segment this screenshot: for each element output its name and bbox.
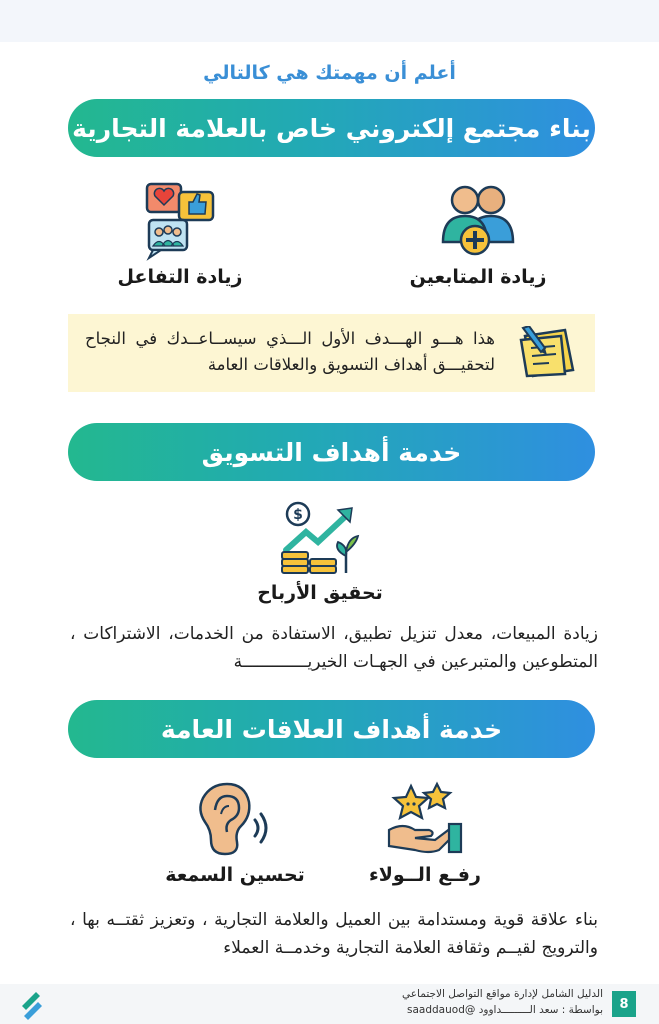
- feature-followers-label: زيادة المتابعين: [409, 266, 547, 288]
- sticky-note-pencil-icon: [519, 326, 577, 384]
- feature-profit-label: تحقيق الأرباح: [257, 582, 383, 604]
- page-number: 8: [612, 991, 636, 1017]
- hand-stars-icon: [360, 780, 490, 860]
- feature-profit: [250, 500, 390, 604]
- social-engagement-icon: [115, 180, 245, 262]
- footer-author: بواسطة : سعد الـــــــــداوود @saaddauod: [407, 1004, 603, 1016]
- note-box: [68, 314, 595, 392]
- marketing-paragraph: زيادة المبيعات، معدل تنزيل تطبيق، الاستفادة من الخدمات، الاشتراكات ، المتطوعين والمتبرعين في الجهـات الخيريـــــــــــــة: [70, 624, 598, 672]
- feature-reputation: [155, 780, 315, 886]
- section3-title: خدمة أهداف العلاقات العامة: [68, 700, 595, 758]
- profit-growth-icon: [250, 500, 390, 578]
- footer: [0, 984, 659, 1024]
- feature-loyalty: [360, 780, 490, 886]
- section1-title: بناء مجتمع إلكتروني خاص بالعلامة التجارية: [68, 99, 595, 157]
- feature-engagement-label: زيادة التفاعل: [117, 266, 243, 288]
- pr-paragraph: بناء علاقة قوية ومستدامة بين العميل والعلامة التجارية ، وتعزيز ثقتــه بها ، والترويج لقيــم وثقافة العلامة التجارية وخدمــة العملاء: [70, 910, 598, 958]
- add-followers-icon: [408, 180, 548, 262]
- feature-followers: [408, 180, 548, 288]
- footer-title: الدليل الشامل لإدارة مواقع التواصل الاجتماعي: [402, 988, 603, 1000]
- brand-logo-icon: [20, 990, 42, 1024]
- svg-text:$: $: [293, 507, 303, 523]
- feature-engagement: [115, 180, 245, 288]
- feature-loyalty-label: رفـع الــولاء: [369, 864, 481, 886]
- ear-icon: [155, 780, 315, 860]
- feature-reputation-label: تحسين السمعة: [165, 864, 305, 886]
- intro-heading: أعلم أن مهمتك هي كالتالي: [203, 62, 456, 84]
- note-text: هذا هـــو الهـــدف الأول الـــذي سيســاعــدك في النجاح لتحقيـــق أهداف التسويق والعلاقات العامة: [85, 329, 495, 374]
- section2-title: خدمة أهداف التسويق: [68, 423, 595, 481]
- top-strip: [0, 0, 659, 42]
